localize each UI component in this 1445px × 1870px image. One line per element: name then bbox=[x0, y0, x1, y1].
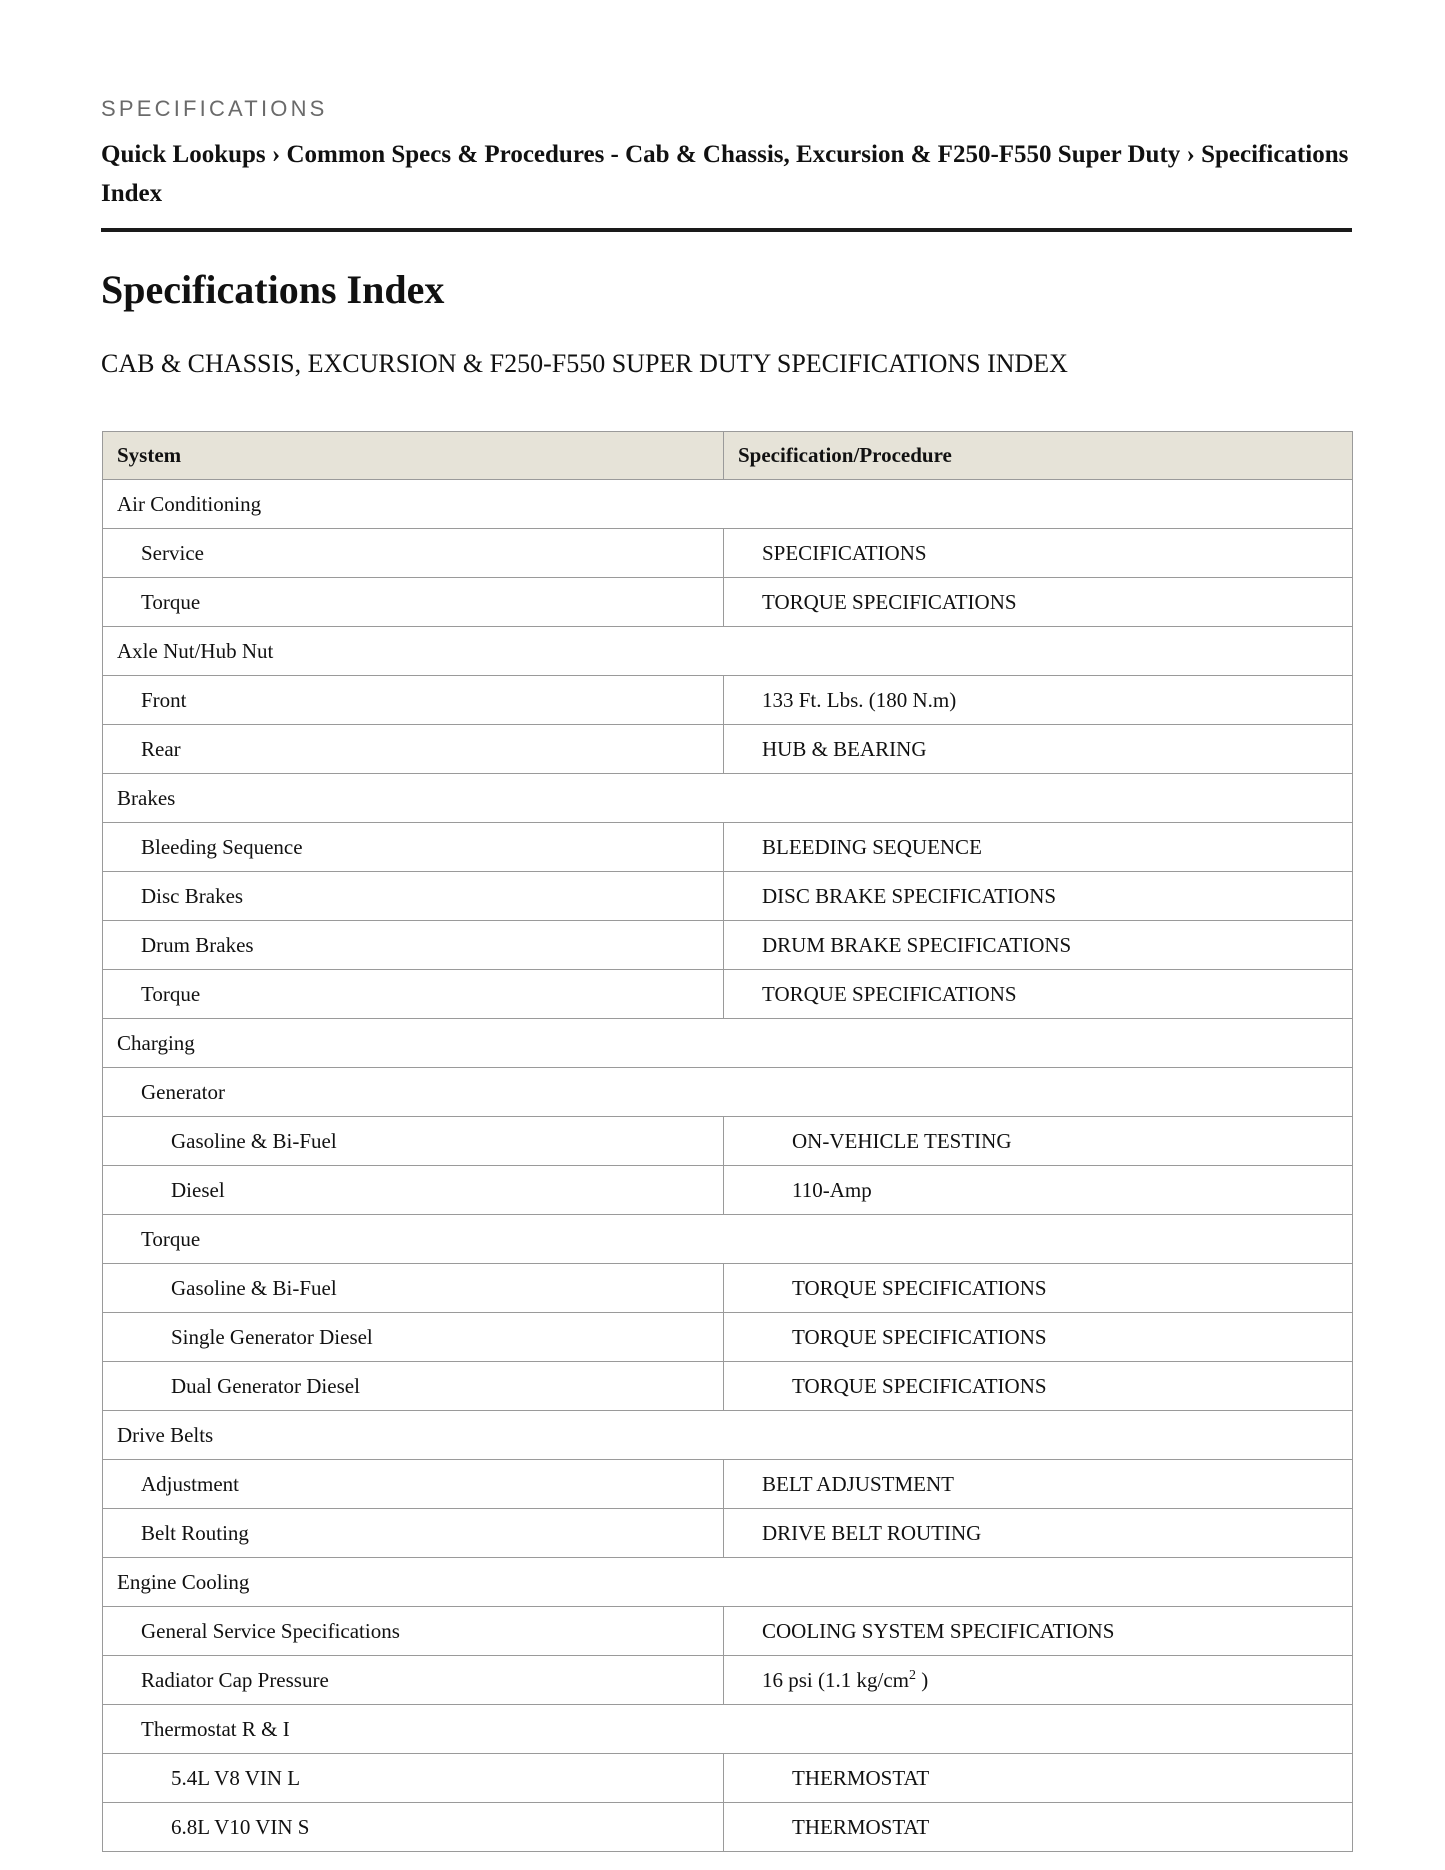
table-row bbox=[103, 1264, 1353, 1313]
specification-cell[interactable]: TORQUE SPECIFICATIONS bbox=[724, 1362, 1353, 1411]
table-row bbox=[103, 725, 1353, 774]
specification-cell[interactable]: DRUM BRAKE SPECIFICATIONS bbox=[724, 921, 1353, 970]
specification-cell[interactable]: 110-Amp bbox=[724, 1166, 1353, 1215]
table-row bbox=[103, 970, 1353, 1019]
system-cell: Drum Brakes bbox=[103, 921, 724, 970]
specification-cell[interactable]: BELT ADJUSTMENT bbox=[724, 1460, 1353, 1509]
system-cell: Dual Generator Diesel bbox=[103, 1362, 724, 1411]
table-row bbox=[103, 627, 1353, 676]
table-row bbox=[103, 1607, 1353, 1656]
system-cell: Adjustment bbox=[103, 1460, 724, 1509]
system-cell: Front bbox=[103, 676, 724, 725]
system-cell: Service bbox=[103, 529, 724, 578]
table-header-row bbox=[103, 432, 1353, 480]
system-group-cell: Thermostat R & I bbox=[103, 1705, 1353, 1754]
table-row bbox=[103, 1068, 1353, 1117]
page-subtitle: CAB & CHASSIS, EXCURSION & F250-F550 SUPER DUTY SPECIFICATIONS INDEX bbox=[101, 349, 1068, 378]
system-group-cell: Charging bbox=[103, 1019, 1353, 1068]
table-row bbox=[103, 1656, 1353, 1705]
system-cell: Gasoline & Bi-Fuel bbox=[103, 1264, 724, 1313]
breadcrumb-quick-lookups[interactable]: Quick Lookups bbox=[101, 141, 266, 168]
system-cell: Single Generator Diesel bbox=[103, 1313, 724, 1362]
breadcrumb bbox=[101, 135, 1352, 213]
specification-cell[interactable]: TORQUE SPECIFICATIONS bbox=[724, 1264, 1353, 1313]
system-cell: Bleeding Sequence bbox=[103, 823, 724, 872]
table-row bbox=[103, 529, 1353, 578]
specification-cell[interactable]: HUB & BEARING bbox=[724, 725, 1353, 774]
header-divider bbox=[101, 228, 1352, 232]
system-group-cell: Air Conditioning bbox=[103, 480, 1353, 529]
breadcrumb-common-specs[interactable]: Common Specs & Procedures - Cab & Chassis, Excursion & F250-F550 Super Duty bbox=[286, 141, 1181, 168]
specification-cell[interactable]: 133 Ft. Lbs. (180 N.m) bbox=[724, 676, 1353, 725]
table-row bbox=[103, 921, 1353, 970]
specification-text-suffix: ) bbox=[916, 1667, 929, 1692]
table-row bbox=[103, 1215, 1353, 1264]
system-cell: Disc Brakes bbox=[103, 872, 724, 921]
page-title: Specifications Index bbox=[101, 267, 445, 312]
table-row bbox=[103, 578, 1353, 627]
system-cell: Torque bbox=[103, 970, 724, 1019]
table-row bbox=[103, 1558, 1353, 1607]
system-group-cell: Torque bbox=[103, 1215, 1353, 1264]
section-label: SPECIFICATIONS bbox=[101, 96, 328, 121]
table-row bbox=[103, 1313, 1353, 1362]
specification-cell[interactable] bbox=[724, 1656, 1353, 1705]
table-row bbox=[103, 1411, 1353, 1460]
system-cell: Belt Routing bbox=[103, 1509, 724, 1558]
table-row bbox=[103, 480, 1353, 529]
breadcrumb-separator: › bbox=[1186, 141, 1195, 168]
specification-cell[interactable]: THERMOSTAT bbox=[724, 1754, 1353, 1803]
table-row bbox=[103, 872, 1353, 921]
table-row bbox=[103, 1509, 1353, 1558]
table-row bbox=[103, 1754, 1353, 1803]
column-header-specification: Specification/Procedure bbox=[724, 432, 1353, 480]
system-group-cell: Axle Nut/Hub Nut bbox=[103, 627, 1353, 676]
table-row bbox=[103, 823, 1353, 872]
table-row bbox=[103, 1117, 1353, 1166]
system-group-cell: Brakes bbox=[103, 774, 1353, 823]
specification-cell[interactable]: DISC BRAKE SPECIFICATIONS bbox=[724, 872, 1353, 921]
column-header-system: System bbox=[103, 432, 724, 480]
system-cell: Torque bbox=[103, 578, 724, 627]
table-row bbox=[103, 774, 1353, 823]
breadcrumb-current-page: Specifications Index bbox=[101, 141, 1349, 207]
table-row bbox=[103, 676, 1353, 725]
breadcrumb-separator: › bbox=[271, 141, 281, 168]
specification-cell[interactable]: TORQUE SPECIFICATIONS bbox=[724, 1313, 1353, 1362]
table-row bbox=[103, 1166, 1353, 1215]
table-row bbox=[103, 1019, 1353, 1068]
specification-cell[interactable]: BLEEDING SEQUENCE bbox=[724, 823, 1353, 872]
table-row bbox=[103, 1362, 1353, 1411]
system-cell: Radiator Cap Pressure bbox=[103, 1656, 724, 1705]
table-row bbox=[103, 1803, 1353, 1852]
specification-text: 16 psi (1.1 kg/cm bbox=[762, 1667, 909, 1692]
specification-cell[interactable]: TORQUE SPECIFICATIONS bbox=[724, 578, 1353, 627]
specification-cell[interactable]: DRIVE BELT ROUTING bbox=[724, 1509, 1353, 1558]
system-cell: Diesel bbox=[103, 1166, 724, 1215]
superscript-text: 2 bbox=[909, 1667, 916, 1683]
system-cell: 5.4L V8 VIN L bbox=[103, 1754, 724, 1803]
system-cell: Rear bbox=[103, 725, 724, 774]
system-cell: Gasoline & Bi-Fuel bbox=[103, 1117, 724, 1166]
system-cell: General Service Specifications bbox=[103, 1607, 724, 1656]
specification-cell[interactable]: COOLING SYSTEM SPECIFICATIONS bbox=[724, 1607, 1353, 1656]
table-body bbox=[103, 480, 1353, 1852]
specification-cell[interactable]: ON-VEHICLE TESTING bbox=[724, 1117, 1353, 1166]
specification-cell[interactable]: SPECIFICATIONS bbox=[724, 529, 1353, 578]
system-group-cell: Drive Belts bbox=[103, 1411, 1353, 1460]
specifications-table bbox=[102, 431, 1353, 1852]
system-cell: 6.8L V10 VIN S bbox=[103, 1803, 724, 1852]
system-group-cell: Engine Cooling bbox=[103, 1558, 1353, 1607]
specification-cell[interactable]: THERMOSTAT bbox=[724, 1803, 1353, 1852]
table-row bbox=[103, 1460, 1353, 1509]
specification-cell[interactable]: TORQUE SPECIFICATIONS bbox=[724, 970, 1353, 1019]
system-group-cell: Generator bbox=[103, 1068, 1353, 1117]
table-row bbox=[103, 1705, 1353, 1754]
